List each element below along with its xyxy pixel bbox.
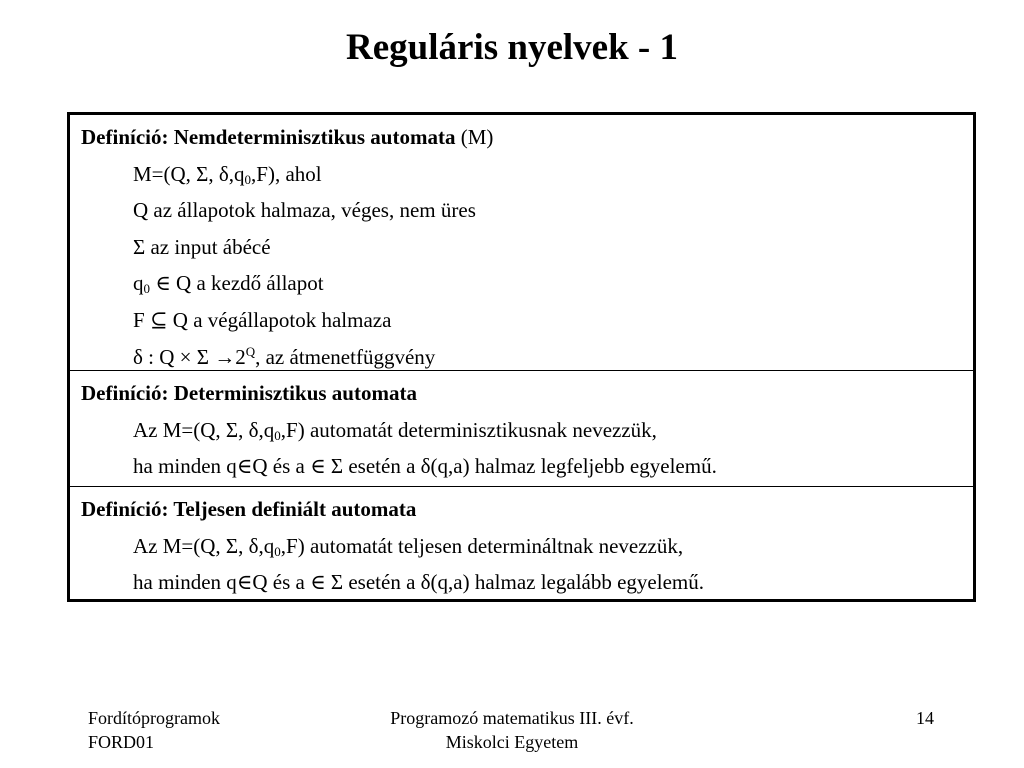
definition-complete — [70, 487, 973, 599]
text-segment: Az M=(Q, Σ, δ,q — [133, 417, 275, 442]
subscript: 0 — [244, 171, 252, 187]
text-segment: ,F) automatát teljesen determináltnak nevezzük, — [280, 533, 684, 558]
definitions-box — [67, 112, 976, 602]
page-number: 14 — [916, 708, 934, 728]
text-segment: , az átmenetfüggvény — [255, 344, 436, 369]
footer-university: Miskolci Egyetem — [445, 732, 579, 752]
text-segment: ,F) automatát determinisztikusnak nevezzük, — [280, 417, 657, 442]
text-segment: Az M=(Q, Σ, δ,q — [133, 533, 275, 558]
text-segment: δ : Q × Σ →2 — [133, 344, 246, 369]
footer-program: Programozó matematikus III. évf. — [390, 708, 634, 728]
definition-line — [70, 528, 973, 565]
definition-dfa — [70, 371, 973, 487]
definition-heading: Definíció: Teljesen definiált automata — [81, 497, 417, 521]
heading-suffix: (M) — [455, 125, 494, 149]
definition-line — [70, 339, 973, 376]
superscript: Q — [245, 343, 256, 359]
definition-heading: Definíció: Determinisztikus automata — [81, 381, 417, 405]
definition-line: Σ az input ábécé — [133, 234, 271, 259]
text-segment: ∈ Q a kezdő állapot — [150, 271, 324, 296]
slide-title: Reguláris nyelvek - 1 — [346, 27, 678, 68]
definition-line — [70, 412, 973, 449]
footer-institution — [312, 706, 712, 754]
definition-heading — [70, 119, 973, 156]
subscript: 0 — [143, 281, 150, 297]
subscript: 0 — [274, 427, 281, 443]
definition-nfa — [70, 115, 973, 371]
footer-course-name: Fordítóprogramok — [88, 708, 220, 728]
definition-line: Q az állapotok halmaza, véges, nem üres — [133, 198, 476, 223]
definition-line — [70, 156, 973, 193]
text-segment: q — [133, 271, 144, 296]
text-segment: ,F), ahol — [251, 161, 322, 186]
subscript: 0 — [274, 543, 281, 559]
text-segment: M=(Q, Σ, δ,q — [133, 161, 245, 186]
definition-line — [70, 265, 973, 302]
definition-line: F ⊆ Q a végállapotok halmaza — [133, 307, 392, 332]
footer-course-code: FORD01 — [88, 732, 155, 752]
footer-course — [88, 706, 220, 754]
heading-text: Definíció: Nemdeterminisztikus automata — [81, 125, 456, 149]
definition-line: ha minden q∈Q és a ∈ Σ esetén a δ(q,a) halmaz legfeljebb egyelemű. — [133, 454, 717, 479]
definition-line: ha minden q∈Q és a ∈ Σ esetén a δ(q,a) halmaz legalább egyelemű. — [133, 570, 704, 595]
